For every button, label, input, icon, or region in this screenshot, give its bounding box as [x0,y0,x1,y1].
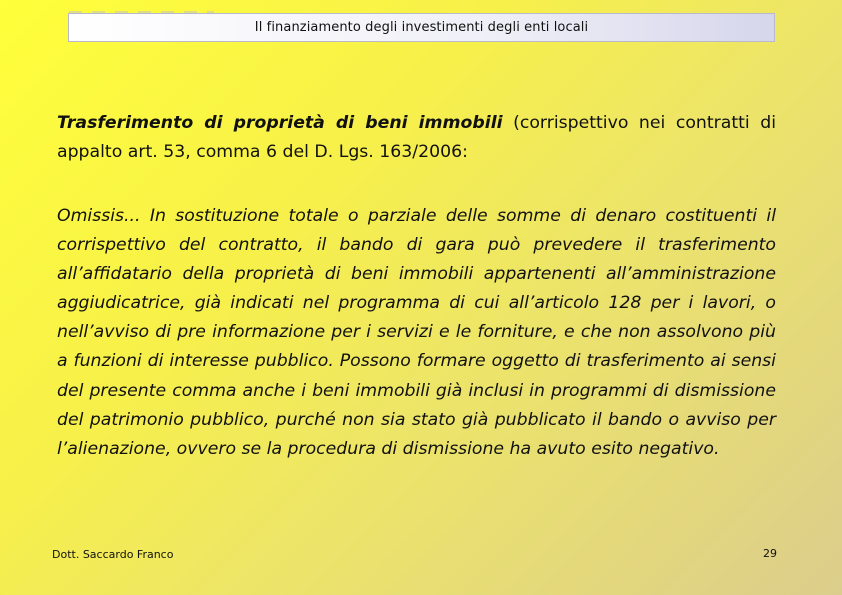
intro-paragraph [57,109,776,167]
header-title: Il finanziamento degli investimenti degli enti locali [254,20,589,35]
quote-paragraph: Omissis... In sostituzione totale o parziale delle somme di denaro costituenti il corrispettivo del contratto, il bando di gara può prevedere il trasferimento all’affidatario della proprietà di beni immobili appartenenti all’amministrazione aggiudicatrice, già indicati nel programma di cui all’articolo 128 per i lavori, o nell’avviso di pre informazione per i servizi e le forniture, e che non assolvono più a funzioni di interesse pubblico. Possono formare oggetto di trasferimento ai sensi del presente comma anche i beni immobili già inclusi in programmi di dismissione del patrimonio pubblico, purché non sia stato già pubblicato il bando o avviso per l’alienazione, ovvero se la procedura di dismissione ha avuto esito negativo. [57,206,776,459]
slide-content [57,109,776,464]
page-number: 29 [763,547,777,560]
author-name: Dott. Saccardo Franco [52,548,174,561]
intro-heading: Trasferimento di proprietà di beni immobili [57,113,503,133]
intro-text: (corrispettivo nei contratti di appalto art. 53, comma 6 del D. Lgs. 163/2006: [57,113,776,162]
header-bar [68,13,775,42]
